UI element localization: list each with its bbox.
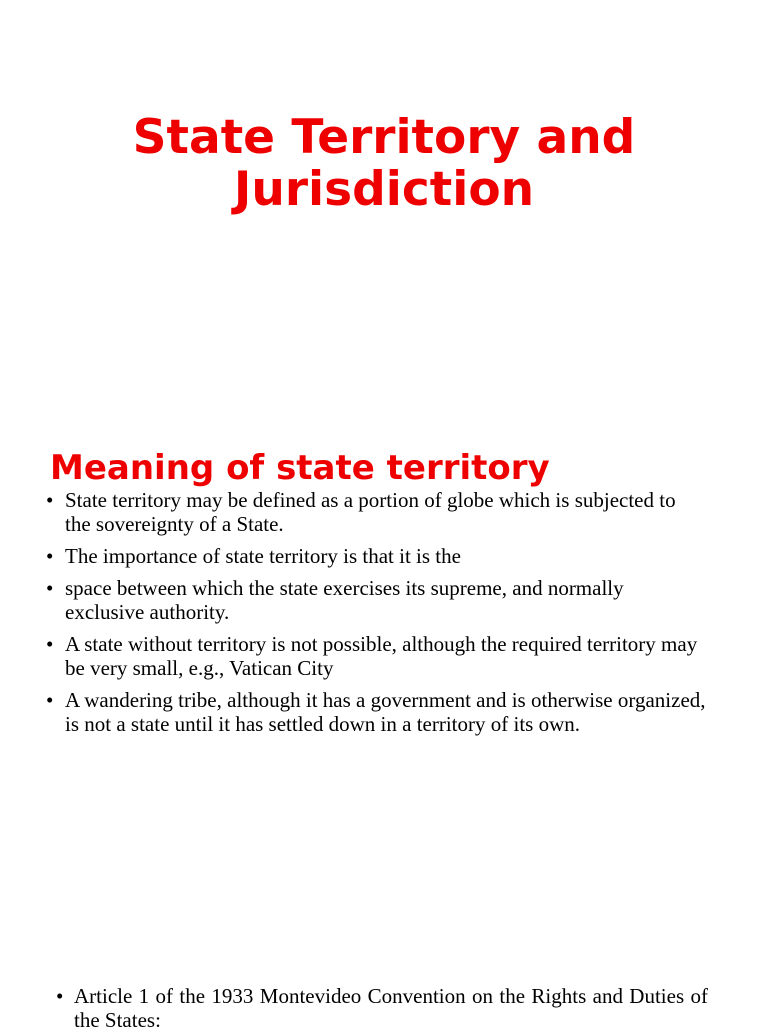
bullet-icon: • bbox=[46, 544, 54, 568]
slide-title bbox=[0, 0, 768, 430]
list-item bbox=[46, 576, 706, 624]
list-item-text: A state without territory is not possible, although the required territory may be very small, e.g., Vatican City bbox=[65, 632, 698, 680]
list-item bbox=[46, 688, 706, 736]
bullet-list bbox=[56, 984, 708, 1032]
bullet-icon: • bbox=[46, 488, 54, 512]
slide-montevideo bbox=[0, 970, 768, 1032]
list-item-text: space between which the state exercises its supreme, and normally exclusive authority. bbox=[65, 576, 624, 624]
bullet-list bbox=[46, 488, 706, 744]
list-item bbox=[46, 544, 706, 568]
list-item bbox=[46, 488, 706, 536]
list-item-text: The importance of state territory is that it is the bbox=[65, 544, 461, 568]
list-item-text: State territory may be defined as a portion of globe which is subjected to the sovereignty of a State. bbox=[65, 488, 676, 536]
list-item-text: A wandering tribe, although it has a government and is otherwise organized, is not a state until it has settled down in a territory of its own. bbox=[65, 688, 706, 736]
list-item-text: Article 1 of the 1933 Montevideo Convention on the Rights and Duties of the States: bbox=[74, 984, 708, 1032]
list-item bbox=[46, 632, 706, 680]
slide-title-text: State Territory and Jurisdiction bbox=[132, 110, 636, 217]
slide-heading: Meaning of state territory bbox=[50, 448, 550, 488]
bullet-icon: • bbox=[56, 984, 64, 1008]
list-item bbox=[56, 984, 708, 1032]
bullet-icon: • bbox=[46, 576, 54, 600]
bullet-icon: • bbox=[46, 632, 54, 656]
bullet-icon: • bbox=[46, 688, 54, 712]
slide-meaning bbox=[0, 430, 768, 970]
